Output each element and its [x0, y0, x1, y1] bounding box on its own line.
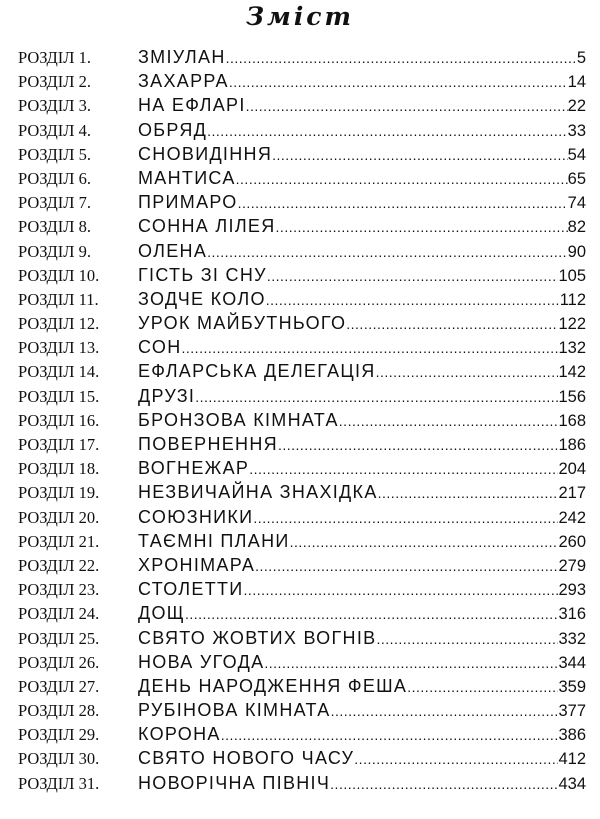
page-number: 82: [567, 218, 586, 237]
dot-leader: [249, 457, 558, 481]
toc-entry: [18, 698, 586, 722]
dot-leader: [331, 699, 559, 723]
toc-title: Зміст: [246, 2, 354, 31]
page-number: 65: [567, 169, 586, 188]
chapter-title: СВЯТО НОВОГО ЧАСУ: [138, 748, 355, 769]
chapter-title: СНОВИДІННЯ: [138, 143, 273, 164]
toc-entry: [18, 263, 586, 287]
page-number: 156: [558, 387, 586, 406]
page-number: 386: [558, 726, 586, 745]
dot-leader: [238, 191, 568, 215]
chapter-title: СОН: [138, 337, 182, 358]
toc-entry: [18, 118, 586, 142]
toc-entry: [18, 456, 586, 480]
page-number: 33: [567, 121, 586, 140]
toc-entry: [18, 190, 586, 214]
toc-entry: [18, 529, 586, 553]
page-number: 90: [567, 242, 586, 261]
page-number: 5: [576, 49, 586, 67]
chapter-number: РОЗДІЛ 27.: [18, 676, 100, 696]
toc-entry: [18, 408, 586, 432]
chapter-number: РОЗДІЛ 3.: [18, 96, 91, 116]
toc-entry: [18, 166, 586, 190]
chapter-title: ДОЩ: [138, 603, 185, 624]
chapter-number: РОЗДІЛ 19.: [18, 483, 100, 503]
chapter-title: НОВОРІЧНА ПІВНІЧ: [138, 772, 331, 793]
chapter-title: СОЮЗНИКИ: [138, 506, 254, 527]
page-number: 132: [558, 339, 586, 358]
chapter-title: КОРОНА: [138, 724, 221, 745]
dot-leader: [226, 46, 577, 70]
page-number: 14: [567, 73, 586, 92]
page-number: 260: [558, 532, 586, 551]
chapter-number: РОЗДІЛ 6.: [18, 168, 91, 188]
chapter-number: РОЗДІЛ 11.: [18, 289, 99, 309]
toc-list: [18, 45, 586, 795]
toc-entry: [18, 142, 586, 166]
dot-leader: [272, 143, 568, 167]
chapter-title: НА ЕФЛАРІ: [138, 95, 246, 116]
chapter-number: РОЗДІЛ 12.: [18, 314, 100, 334]
dot-leader: [182, 336, 559, 360]
chapter-number: РОЗДІЛ 10.: [18, 265, 100, 285]
chapter-number: РОЗДІЛ 21.: [18, 531, 100, 551]
chapter-number: РОЗДІЛ 17.: [18, 435, 100, 454]
toc-entry: [18, 69, 586, 93]
page-number: 112: [559, 290, 586, 309]
toc-entry: [18, 311, 586, 335]
page-number: 142: [558, 363, 586, 382]
chapter-number: РОЗДІЛ 16.: [18, 410, 100, 430]
dot-leader: [255, 554, 558, 578]
dot-leader: [376, 360, 559, 384]
toc-entry: [18, 505, 586, 529]
chapter-number: РОЗДІЛ 8.: [18, 217, 91, 237]
toc-entry: [18, 93, 586, 117]
dot-leader: [246, 94, 568, 118]
chapter-title: СВЯТО ЖОВТИХ ВОГНІВ: [138, 627, 377, 648]
chapter-title: МАНТИСА: [138, 167, 236, 188]
chapter-number: РОЗДІЛ 31.: [18, 773, 100, 793]
toc-entry: [18, 553, 586, 577]
dot-leader: [207, 240, 568, 264]
chapter-title: ЗОДЧЕ КОЛО: [138, 288, 266, 309]
toc-entry: [18, 771, 586, 795]
chapter-title: СОННА ЛІЛЕЯ: [138, 216, 276, 237]
chapter-title: УРОК МАЙБУТНЬОГО: [138, 313, 347, 334]
page-number: 168: [558, 411, 586, 430]
chapter-title: ОБРЯД: [138, 119, 208, 140]
page-number: 217: [558, 484, 586, 503]
page-number: 122: [558, 315, 586, 334]
toc-entry: [18, 287, 586, 311]
dot-leader: [195, 385, 558, 409]
chapter-number: РОЗДІЛ 22.: [18, 555, 100, 575]
dot-leader: [378, 481, 559, 505]
dot-leader: [207, 119, 568, 143]
toc-entry: [18, 746, 586, 770]
chapter-number: РОЗДІЛ 28.: [18, 701, 100, 721]
chapter-number: РОЗДІЛ 25.: [18, 628, 100, 648]
toc-entry: [18, 214, 586, 238]
page-number: 293: [558, 581, 586, 600]
dot-leader: [264, 651, 558, 675]
chapter-title: РУБІНОВА КІМНАТА: [138, 700, 331, 721]
page-number: 22: [567, 97, 586, 116]
chapter-title: ПОВЕРНЕННЯ: [138, 434, 278, 454]
page-number: 242: [558, 508, 586, 527]
chapter-title: ВОГНЕЖАР: [138, 458, 250, 479]
chapter-number: РОЗДІЛ 9.: [18, 241, 91, 261]
dot-leader: [330, 772, 558, 796]
chapter-title: ДРУЗІ: [138, 385, 196, 406]
page-number: 74: [567, 194, 586, 213]
chapter-title: ХРОНІМАРА: [138, 554, 256, 575]
toc-entry: [18, 577, 586, 601]
dot-leader: [339, 409, 559, 433]
dot-leader: [253, 506, 558, 530]
dot-leader: [229, 70, 568, 94]
page-number: 186: [558, 436, 586, 454]
chapter-number: РОЗДІЛ 14.: [18, 362, 100, 382]
chapter-number: РОЗДІЛ 7.: [18, 193, 91, 213]
toc-entry: [18, 480, 586, 504]
dot-leader: [407, 675, 558, 699]
toc-entry: [18, 626, 586, 650]
dot-leader: [290, 530, 559, 554]
toc-entry: [18, 650, 586, 674]
dot-leader: [266, 288, 560, 312]
dot-leader: [276, 215, 568, 239]
toc-entry: [18, 601, 586, 625]
chapter-number: РОЗДІЛ 20.: [18, 507, 100, 527]
page-number: 344: [558, 653, 586, 672]
chapter-title: СТОЛЕТТИ: [138, 579, 244, 600]
toc-entry: [18, 239, 586, 263]
chapter-number: РОЗДІЛ 23.: [18, 580, 100, 600]
toc-entry: [18, 45, 586, 69]
dot-leader: [376, 627, 558, 651]
chapter-number: РОЗДІЛ 1.: [18, 48, 91, 67]
page-number: 412: [558, 750, 586, 769]
dot-leader: [244, 578, 559, 602]
toc-entry: [18, 722, 586, 746]
toc-entry: [18, 674, 586, 698]
page-number: 359: [558, 677, 586, 696]
page-number: 316: [558, 605, 586, 624]
toc-entry: [18, 359, 586, 383]
dot-leader: [278, 433, 559, 457]
chapter-number: РОЗДІЛ 5.: [18, 144, 91, 164]
dot-leader: [267, 264, 559, 288]
page-number: 434: [558, 774, 586, 793]
dot-leader: [236, 167, 568, 191]
page-number: 105: [558, 266, 586, 285]
page-number: 332: [558, 629, 586, 648]
chapter-number: РОЗДІЛ 2.: [18, 72, 91, 92]
chapter-number: РОЗДІЛ 26.: [18, 652, 100, 672]
chapter-title: ГІСТЬ ЗІ СНУ: [138, 264, 267, 285]
chapter-title: ДЕНЬ НАРОДЖЕННЯ ФЕША: [138, 675, 408, 696]
page-number: 54: [567, 145, 586, 164]
chapter-number: РОЗДІЛ 18.: [18, 459, 100, 479]
page-number: 279: [558, 556, 586, 575]
toc-entry: [18, 335, 586, 359]
chapter-title: ТАЄМНІ ПЛАНИ: [138, 530, 290, 551]
chapter-number: РОЗДІЛ 24.: [18, 604, 100, 624]
page-number: 204: [558, 460, 586, 479]
dot-leader: [346, 312, 558, 336]
dot-leader: [221, 723, 559, 747]
chapter-title: ЕФЛАРСЬКА ДЕЛЕГАЦІЯ: [138, 361, 376, 382]
chapter-number: РОЗДІЛ 4.: [18, 120, 91, 140]
chapter-number: РОЗДІЛ 13.: [18, 338, 100, 358]
chapter-title: ОЛЕНА: [138, 240, 208, 261]
chapter-title: ЗМІУЛАН: [138, 47, 226, 67]
dot-leader: [354, 747, 558, 771]
chapter-title: ЗАХАРРА: [138, 71, 229, 92]
chapter-number: РОЗДІЛ 30.: [18, 749, 100, 769]
dot-leader: [185, 602, 559, 626]
toc-entry: [18, 384, 586, 408]
chapter-title: БРОНЗОВА КІМНАТА: [138, 409, 339, 430]
toc-entry: [18, 432, 586, 456]
chapter-title: НЕЗВИЧАЙНА ЗНАХІДКА: [138, 482, 378, 503]
chapter-number: РОЗДІЛ 15.: [18, 386, 100, 406]
chapter-title: ПРИМАРО: [138, 192, 238, 213]
page-number: 377: [558, 702, 586, 721]
chapter-title: НОВА УГОДА: [138, 651, 265, 672]
chapter-number: РОЗДІЛ 29.: [18, 725, 100, 745]
